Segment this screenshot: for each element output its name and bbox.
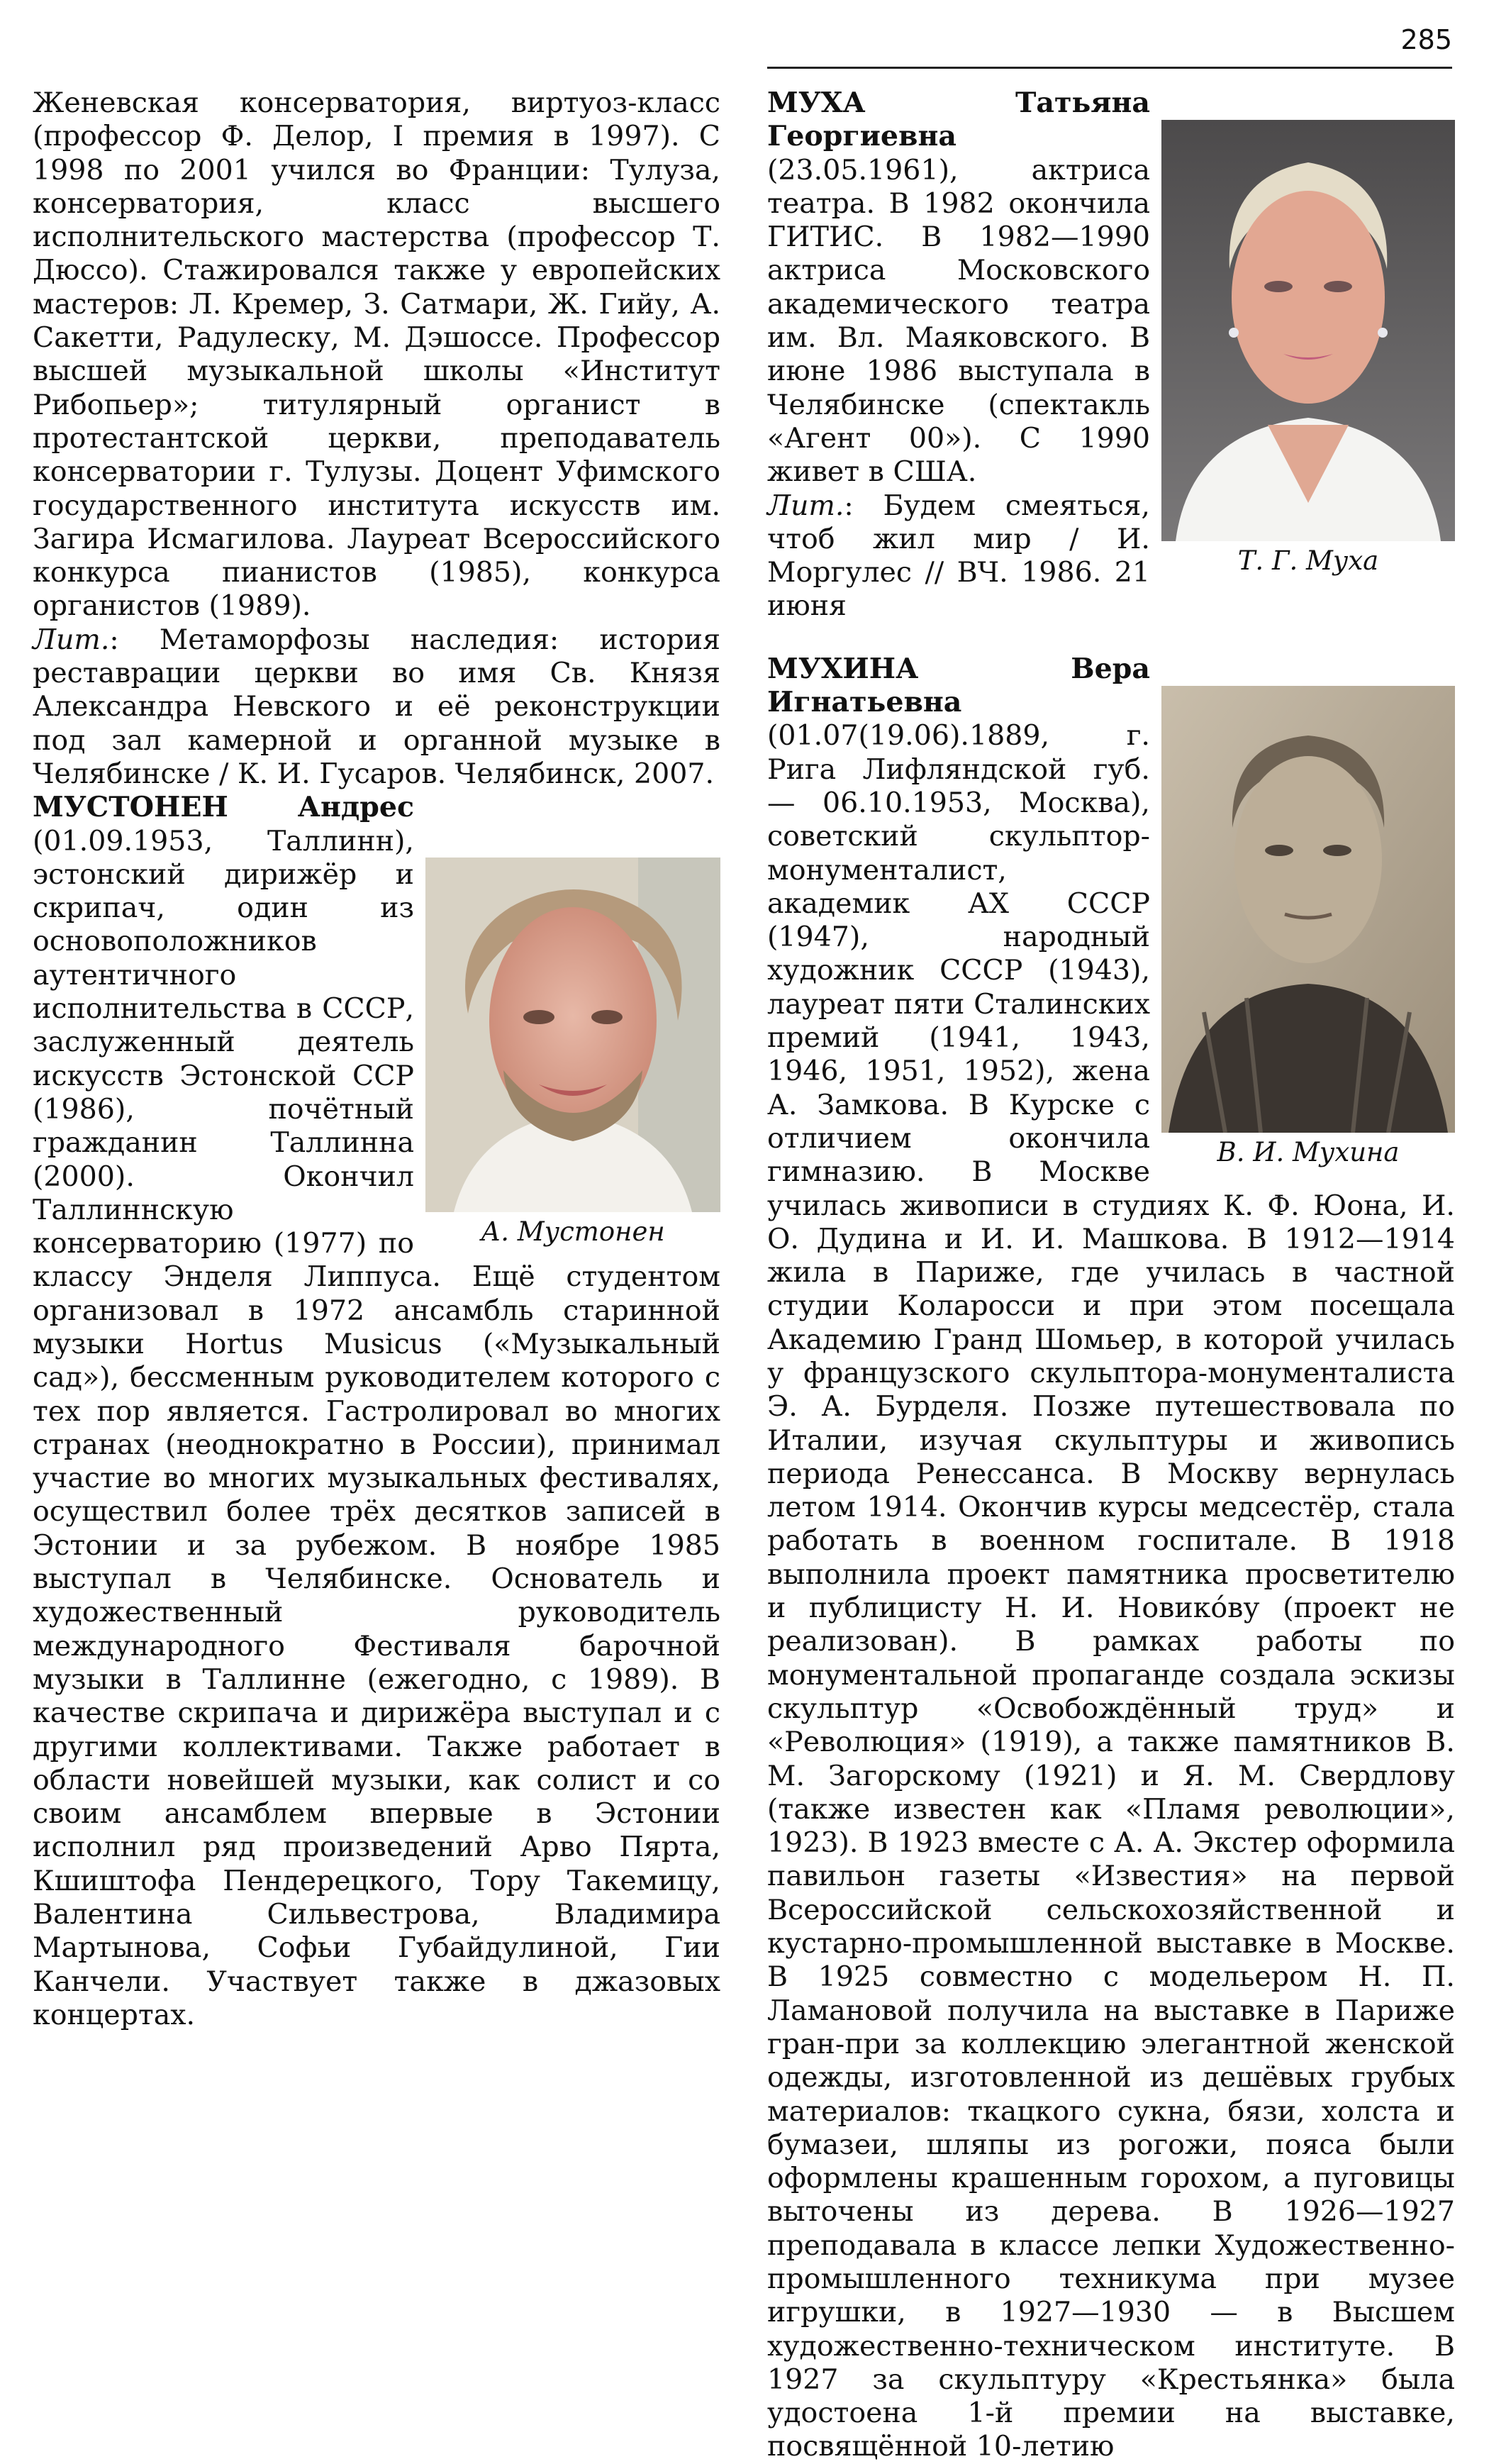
entry-mustonen [33, 791, 720, 2032]
portrait-photo-mukha [1161, 120, 1455, 541]
continuation-entry [33, 87, 720, 791]
portrait-photo-mukhina [1161, 686, 1455, 1133]
entry-mukha [767, 87, 1455, 623]
page-number: 285 [1400, 24, 1452, 55]
literature-text-mukha: : Будем смеяться, чтоб жил мир / И. Моргулес // ВЧ. 1986. 21 июня [767, 489, 1150, 623]
photo-mustonen-figure [425, 858, 720, 1248]
header-rule [767, 67, 1452, 69]
entry-text-mustonen: (01.09.1953, Таллинн), эстонский дирижёр и скрипач, один из основоположников аутентичного исполнительства в СССР, заслуженный деятель искусств Эстонской ССР (1986), почётный гражданин Таллинна (2000). Окончил Таллиннскую консерваторию (1977) по классу Энделя Липпуса. Ещё студентом организовал в 1972 ансамбль старинной музыки Hortus Musicus («Музыкальный сад»), бессменным руководителем которого с тех пор является. Гастролировал во многих странах (неоднократно в России), принимал участие во многих музыкальных фестивалях, осуществил более трёх десятков записей в Эстонии и за рубежом. В ноябре 1985 выступал в Челябинске. Основатель и художественный руководитель международного Фестиваля барочной музыки в Таллинне (ежегодно, с 1989). В качестве скрипача и дирижёра выступал и с другими коллективами. Также работает в области новейшей музыки, как солист и со своим ансамблем впервые в Эстонии исполнил ряд произведений Арво Пярта, Кшиштофа Пендерецкого, Тору Такемицу, Валентина Сильвестрова, Владимира Мартынова, Софьи Губайдулиной, Гии Канчели. Участвует также в джазовых концертах. [33, 824, 720, 2031]
entry-text-mukhina: (01.07(19.06).1889, г. Рига Лифляндской губ. — 06.10.1953, Москва), советский скульптор-монументалист, академик АХ СССР (1947), народный художник СССР (1943), лауреат пяти Сталинских премий (1941, 1943, 1946, 1951, 1952), жена А. Замкова. В Курске с отличием окончила гимназию. В Москве училась живописи в студиях К. Ф. Юона, И. О. Дудина и И. И. Машкова. В 1912—1914 жила в Париже, где училась в частной студии Коларосси и при этом посещала Академию Гранд Шомьер, в которой училась у французского скульптора-монументалиста Э. А. Бурделя. Позже путешествовала по Италии, изучая скульптуры и живопись периода Ренессанса. В Москву вернулась летом 1914. Окончив курсы медсестёр, стала работать в военном госпитале. В 1918 выполнила проект памятника просветителю и публицисту Н. И. Новикóву (проект не реализован). В рамках работы по монументальной пропаганде создала эскизы скульптур «Освобождённый труд» и «Революция» (1919), а также памятников В. М. Загорскому (1921) и Я. М. Свердлову (также известен как «Пламя революции», 1923). В 1923 вместе с А. А. Экстер оформила павильон газеты «Известия» на первой Всероссийской сельскохозяйственной и кустарно-промышленной выставке в Москве. В 1925 совместно с модельером Н. П. Ламановой получила на выставке в Париже гран-при за коллекцию элегантной женской одежды, изготовленной из дешёвых грубых материалов: ткацкого сукна, бязи, холста и бумазеи, шляпы из рогожи, пояса были оформлены крашенным горохом, а пуговицы выточены из дерева. В 1926—1927 преподавала в классе лепки Художественно-промышленного техникума при музее игрушки, в 1927—1930 — в Высшем художественно-техническом институте. В 1927 за скульптуру «Крестьянка» была удостоена 1-й премии на выставке, посвящённой 10-летию [767, 719, 1455, 2463]
entry-mukhina [767, 653, 1455, 2464]
headword-mukha: МУХА Татьяна Георгиевна [767, 87, 1150, 153]
photo-caption-mustonen: А. Мустонен [481, 1216, 665, 1248]
headword-mustonen: МУСТОНЕН Андрес [33, 791, 414, 824]
entry-text-mukha: (23.05.1961), актриса театра. В 1982 окончила ГИТИС. В 1982—1990 актриса Московского академического театра им. Вл. Маяковского. В июне 1986 выступала в Челябинске (спектакль «Агент 00»). С 1990 живет в США. [767, 153, 1150, 489]
literature-label: Лит. [33, 623, 110, 656]
photo-caption-mukha: Т. Г. Муха [1237, 545, 1379, 576]
photo-mukhina-figure [1161, 686, 1455, 1168]
literature-text: : Метаморфозы наследия: история реставрации церкви во имя Св. Князя Александра Невского и её реконструкции под зал камерной и органной музыке в Челябинске / К. И. Гусаров. Челябинск, 2007. [33, 623, 720, 790]
continuation-text: Женевская консерватория, виртуоз-класс (профессор Ф. Делор, I премия в 1997). С 1998 по 2001 учился во Франции: Тулуза, консерватория, класс высшего исполнительского мастерства (профессор Т. Дюссо). Стажировался также у европейских мастеров: Л. Кремер, З. Сатмари, Ж. Гийу, А. Сакетти, Радулеску, М. Дэшоссе. Профессор высшей музыкальной школы «Институт Рибопьер»; титулярный органист в протестантской церкви, преподаватель консерватории г. Тулузы. Доцент Уфимского государственного института искусств им. Загира Исмагилова. Лауреат Всероссийского конкурса пианистов (1985), конкурса органистов (1989). [33, 87, 720, 623]
portrait-photo-mustonen [425, 858, 720, 1212]
literature-label-mukha: Лит. [767, 489, 844, 522]
photo-mukha-figure [1161, 120, 1455, 577]
right-column [767, 87, 1455, 2464]
photo-caption-mukhina: В. И. Мухина [1217, 1136, 1400, 1167]
headword-mukhina: МУХИНА Вера Игнатьевна [767, 652, 1150, 719]
left-column [33, 87, 720, 2032]
